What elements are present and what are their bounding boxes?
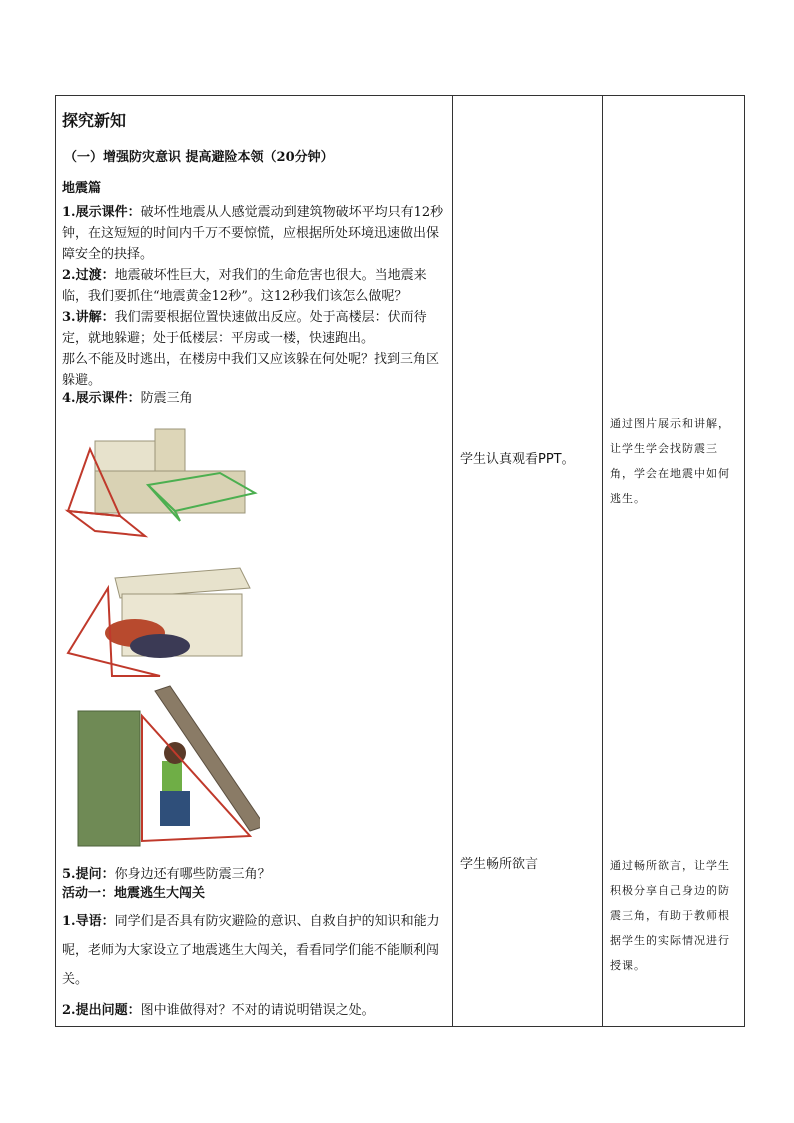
item-4: 那么不能及时逃出，在楼房中我们又应该躲在何处呢？找到三角区躲避。 xyxy=(62,352,440,388)
problem-text: 2.提出问题：图中谁做得对？不对的请说明错误之处。 xyxy=(62,1003,375,1018)
subtitle: （一）增强防灾意识 提高避险本领（20分钟） xyxy=(64,150,334,165)
wall-triangle-image xyxy=(60,681,260,851)
question: 5.提问：你身边还有哪些防震三角？ xyxy=(62,867,271,882)
guide-text: 1.导语：同学们是否具有防灾避险的意识、自救自护的知识和能力呢，老师为大家设立了地震逃生大闯关，看看同学们能不能顺利闯关。 xyxy=(62,914,440,987)
activity-title: 活动一：地震逃生大闯关 xyxy=(62,886,206,901)
desk-triangle-image xyxy=(60,558,260,686)
section-label: 地震篇 xyxy=(62,181,102,196)
design-intent-1: 通过图片展示和讲解，让学生学会找防震三角，学会在地震中如何逃生。 xyxy=(610,417,730,505)
student-activity-1: 学生认真观看PPT。 xyxy=(460,452,575,467)
column-divider xyxy=(602,96,603,1026)
design-intent-2: 通过畅所欲言，让学生积极分享自己身边的防震三角，有助于教师根据学生的实际情况进行授课。 xyxy=(610,859,730,972)
item-5: 4.展示课件：防震三角 xyxy=(62,391,193,406)
item-1: 1.展示课件：破坏性地震从人感觉震动到建筑物破坏平均只有12秒钟，在这短短的时间内千万不要惊慌，应根据所处环境迅速做出保障安全的抉择。 xyxy=(62,205,444,262)
item-2: 2.过渡：地震破坏性巨大，对我们的生命危害也很大。当地震来临，我们要抓住“地震黄金12秒”。这12秒我们该怎么做呢？ xyxy=(62,268,427,304)
item-3: 3.讲解：我们需要根据位置快速做出反应。处于高楼层：伏而待定，就地躲避；处于低楼层：平房或一楼，快速跑出。 xyxy=(62,310,427,346)
student-activity-2: 学生畅所欲言 xyxy=(460,857,539,872)
sofa-triangle-image xyxy=(60,421,260,541)
lesson-table xyxy=(55,95,745,1027)
section-title: 探究新知 xyxy=(62,111,127,130)
column-divider xyxy=(452,96,453,1026)
